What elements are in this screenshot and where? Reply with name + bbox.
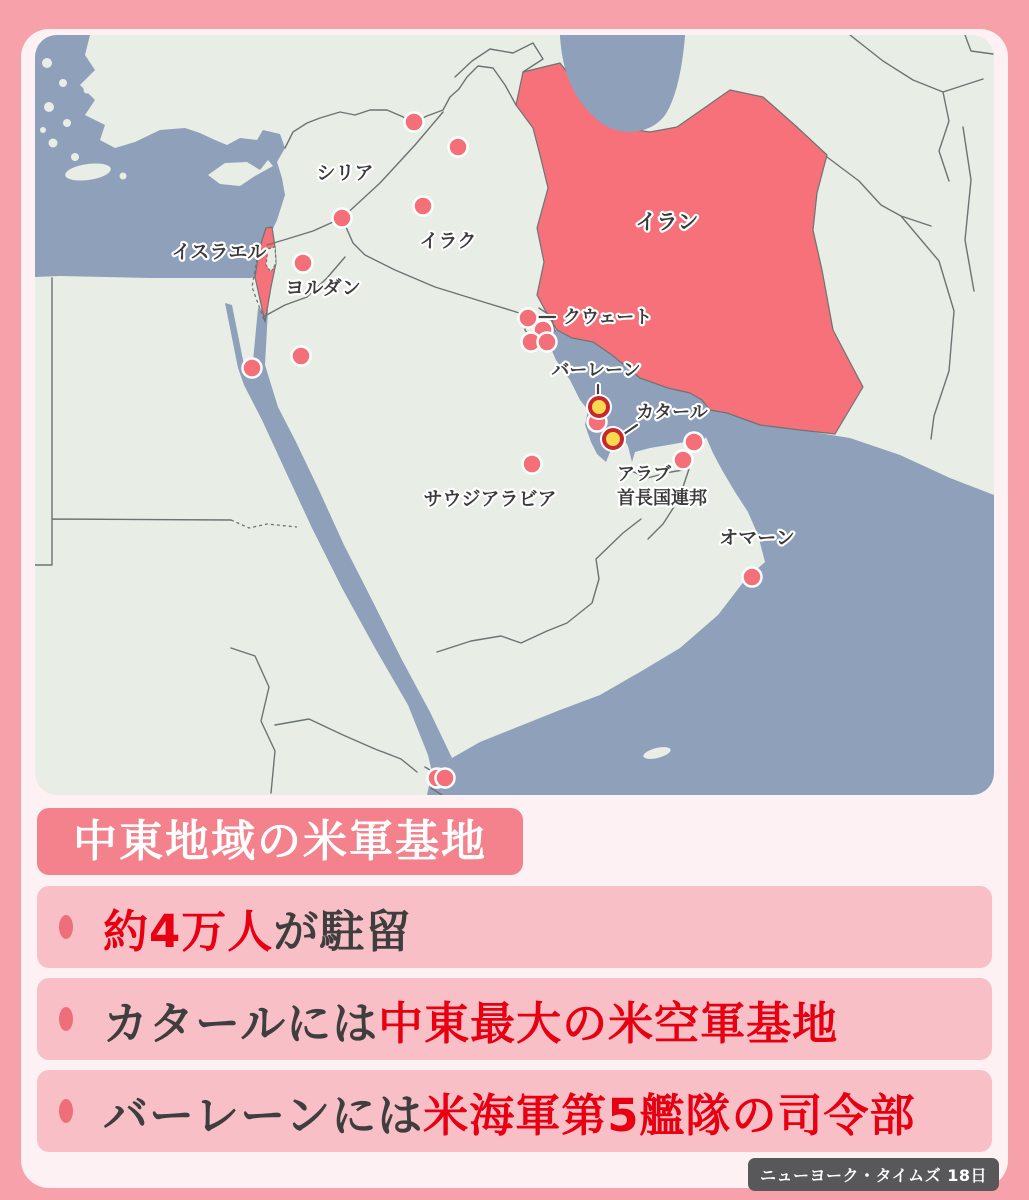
- map-label-jordan: ヨルダン: [285, 277, 361, 299]
- us-base-dot: [414, 197, 433, 216]
- us-base-dot: [685, 433, 704, 452]
- us-base-dot: [436, 769, 455, 788]
- us-base-dot: [538, 333, 557, 352]
- us-base-dot: [333, 209, 352, 228]
- fact-text-segment: 中東最大の米空軍基地: [378, 996, 839, 1050]
- fact-row-qatar: [37, 978, 992, 1060]
- map-label-syria: シリア: [316, 162, 374, 184]
- map-label-uae: アラブ首長国連邦: [617, 464, 707, 509]
- map-label-kuwait: クウェート: [563, 307, 653, 328]
- map-label-israel: イスラエル: [171, 241, 267, 263]
- fact-text-segment: が駐留: [273, 904, 412, 958]
- us-base-dot: [294, 254, 313, 273]
- map-label-qatar: カタール: [636, 402, 708, 423]
- us-base-dot: [243, 359, 262, 378]
- highlighted-base-dot: [590, 398, 608, 416]
- map-label-saudi: サウジアラビア: [423, 488, 557, 510]
- fact-text: [103, 1079, 916, 1144]
- map-label-iraq: イラク: [419, 230, 477, 252]
- map-label-bahrain: バーレーン: [551, 360, 641, 381]
- us-base-dot: [523, 455, 542, 474]
- source-badge: ニューヨーク・タイムズ 18日: [748, 1158, 999, 1191]
- bullet-icon: [59, 1099, 73, 1123]
- fact-text-segment: バーレーンには: [103, 1088, 424, 1142]
- us-base-dot: [405, 113, 424, 132]
- bullet-icon: [59, 1007, 73, 1031]
- fact-text-segment: カタールには: [103, 996, 379, 1050]
- highlighted-base-dot: [604, 430, 622, 448]
- us-base-dot: [674, 451, 693, 470]
- title-badge: 中東地域の米軍基地: [37, 808, 523, 875]
- map-canvas: [35, 35, 994, 795]
- fact-row-bahrain: [37, 1070, 992, 1152]
- map-label-iran: イラン: [635, 210, 699, 234]
- fact-text-segment: 米海軍第5艦隊の司令部: [423, 1088, 916, 1142]
- fact-row-troops: [37, 886, 992, 968]
- bullet-icon: [59, 915, 73, 939]
- fact-text: [103, 987, 838, 1052]
- us-base-dot: [292, 347, 311, 366]
- fact-text: [103, 895, 411, 960]
- map-label-oman: オマーン: [719, 527, 795, 549]
- fact-text-segment: 約4万人: [103, 904, 274, 958]
- middle-east-map: [35, 35, 994, 795]
- us-base-dot: [449, 138, 468, 157]
- us-base-dot: [743, 568, 762, 587]
